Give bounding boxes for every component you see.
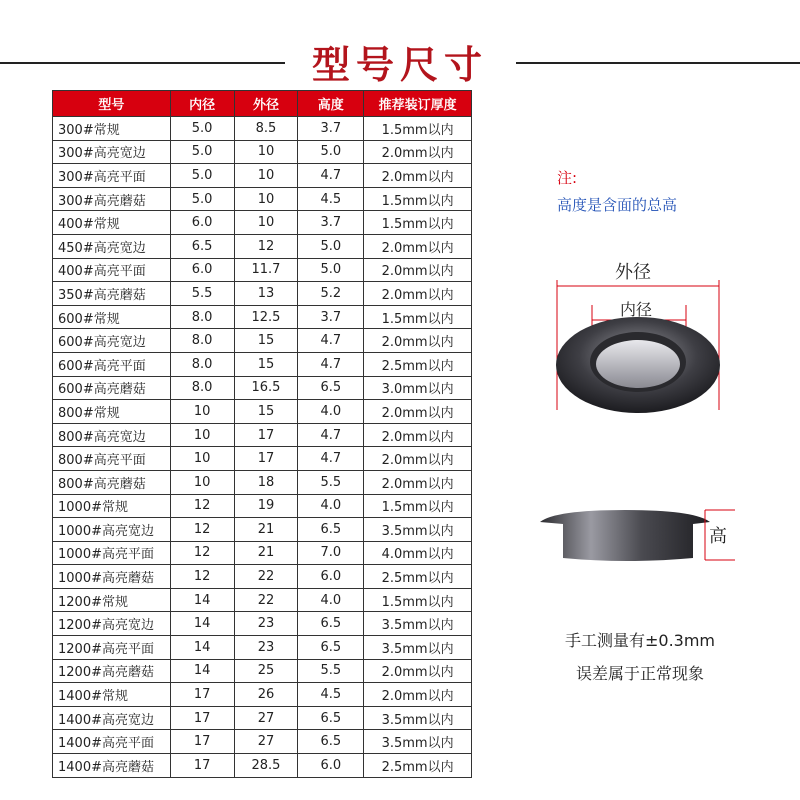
column-header: 外径 bbox=[234, 91, 298, 117]
table-cell: 600#高亮平面 bbox=[53, 352, 171, 376]
table-cell: 12 bbox=[170, 518, 234, 542]
table-cell: 13 bbox=[234, 282, 298, 306]
table-row bbox=[53, 164, 472, 188]
size-table bbox=[52, 90, 472, 778]
table-cell: 8.0 bbox=[170, 352, 234, 376]
table-cell: 1200#常规 bbox=[53, 588, 171, 612]
table-row bbox=[53, 659, 472, 683]
table-cell: 300#高亮平面 bbox=[53, 164, 171, 188]
table-cell: 7.0 bbox=[298, 541, 364, 565]
table-cell: 15 bbox=[234, 352, 298, 376]
table-cell: 1.5mm以内 bbox=[364, 187, 472, 211]
table-cell: 300#高亮宽边 bbox=[53, 140, 171, 164]
table-row bbox=[53, 352, 472, 376]
table-cell: 2.0mm以内 bbox=[364, 234, 472, 258]
table-cell: 4.7 bbox=[298, 329, 364, 353]
table-cell: 5.0 bbox=[298, 234, 364, 258]
table-row bbox=[53, 754, 472, 778]
page-title: 型号尺寸 bbox=[311, 43, 488, 87]
table-row bbox=[53, 588, 472, 612]
table-cell: 16.5 bbox=[234, 376, 298, 400]
table-row bbox=[53, 305, 472, 329]
table-cell: 1400#高亮蘑菇 bbox=[53, 754, 171, 778]
table-cell: 3.7 bbox=[298, 117, 364, 141]
table-cell: 5.0 bbox=[298, 258, 364, 282]
table-cell: 6.5 bbox=[298, 376, 364, 400]
table-cell: 800#常规 bbox=[53, 400, 171, 424]
table-cell: 350#高亮蘑菇 bbox=[53, 282, 171, 306]
table-cell: 19 bbox=[234, 494, 298, 518]
table-cell: 5.0 bbox=[170, 164, 234, 188]
table-cell: 1400#高亮宽边 bbox=[53, 706, 171, 730]
table-cell: 600#高亮宽边 bbox=[53, 329, 171, 353]
table-cell: 1000#高亮宽边 bbox=[53, 518, 171, 542]
table-cell: 1000#高亮蘑菇 bbox=[53, 565, 171, 589]
table-cell: 2.0mm以内 bbox=[364, 329, 472, 353]
table-cell: 6.5 bbox=[298, 706, 364, 730]
table-cell: 800#高亮平面 bbox=[53, 447, 171, 471]
table-row bbox=[53, 447, 472, 471]
table-cell: 17 bbox=[234, 447, 298, 471]
table-cell: 4.7 bbox=[298, 164, 364, 188]
table-cell: 800#高亮蘑菇 bbox=[53, 470, 171, 494]
table-cell: 5.5 bbox=[298, 659, 364, 683]
table-cell: 26 bbox=[234, 683, 298, 707]
table-cell: 6.0 bbox=[298, 565, 364, 589]
table-cell: 2.0mm以内 bbox=[364, 659, 472, 683]
table-cell: 400#高亮平面 bbox=[53, 258, 171, 282]
table-cell: 450#高亮宽边 bbox=[53, 234, 171, 258]
table-row bbox=[53, 423, 472, 447]
table-cell: 28.5 bbox=[234, 754, 298, 778]
table-cell: 1400#高亮平面 bbox=[53, 730, 171, 754]
table-cell: 6.5 bbox=[298, 730, 364, 754]
table-cell: 12.5 bbox=[234, 305, 298, 329]
table-cell: 2.0mm以内 bbox=[364, 140, 472, 164]
table-cell: 10 bbox=[234, 164, 298, 188]
table-row bbox=[53, 258, 472, 282]
table-row bbox=[53, 329, 472, 353]
table-cell: 25 bbox=[234, 659, 298, 683]
table-cell: 5.5 bbox=[298, 470, 364, 494]
table-cell: 8.0 bbox=[170, 329, 234, 353]
table-cell: 8.0 bbox=[170, 305, 234, 329]
table-cell: 6.5 bbox=[298, 612, 364, 636]
table-cell: 10 bbox=[234, 211, 298, 235]
table-cell: 2.0mm以内 bbox=[364, 164, 472, 188]
table-cell: 300#高亮蘑菇 bbox=[53, 187, 171, 211]
eyelet-side-diagram bbox=[535, 500, 735, 570]
table-cell: 17 bbox=[170, 754, 234, 778]
table-cell: 4.7 bbox=[298, 447, 364, 471]
table-cell: 23 bbox=[234, 636, 298, 660]
table-row bbox=[53, 494, 472, 518]
table-cell: 2.0mm以内 bbox=[364, 447, 472, 471]
height-label: 高 bbox=[709, 526, 727, 547]
table-cell: 600#高亮蘑菇 bbox=[53, 376, 171, 400]
table-row bbox=[53, 730, 472, 754]
table-cell: 12 bbox=[170, 541, 234, 565]
table-cell: 1.5mm以内 bbox=[364, 494, 472, 518]
table-cell: 21 bbox=[234, 541, 298, 565]
table-cell: 6.0 bbox=[170, 258, 234, 282]
table-cell: 6.5 bbox=[298, 636, 364, 660]
table-cell: 22 bbox=[234, 588, 298, 612]
table-row bbox=[53, 234, 472, 258]
table-cell: 10 bbox=[170, 400, 234, 424]
table-cell: 4.0 bbox=[298, 400, 364, 424]
table-cell: 3.0mm以内 bbox=[364, 376, 472, 400]
table-cell: 5.2 bbox=[298, 282, 364, 306]
table-cell: 1400#常规 bbox=[53, 683, 171, 707]
table-cell: 23 bbox=[234, 612, 298, 636]
table-cell: 2.0mm以内 bbox=[364, 470, 472, 494]
table-cell: 14 bbox=[170, 659, 234, 683]
table-cell: 4.7 bbox=[298, 352, 364, 376]
table-cell: 10 bbox=[234, 187, 298, 211]
table-cell: 14 bbox=[170, 636, 234, 660]
table-cell: 22 bbox=[234, 565, 298, 589]
measurement-note: 手工测量有±0.3mm bbox=[564, 631, 716, 650]
note-text: 高度是含面的总高 bbox=[557, 196, 678, 214]
note-label: 注: bbox=[557, 169, 578, 187]
table-cell: 2.5mm以内 bbox=[364, 754, 472, 778]
table-row bbox=[53, 706, 472, 730]
table-row bbox=[53, 140, 472, 164]
inner-diameter-label: 内径 bbox=[620, 300, 653, 319]
table-cell: 18 bbox=[234, 470, 298, 494]
table-row bbox=[53, 565, 472, 589]
table-cell: 6.5 bbox=[298, 518, 364, 542]
table-cell: 4.0mm以内 bbox=[364, 541, 472, 565]
table-cell: 14 bbox=[170, 588, 234, 612]
table-cell: 300#常规 bbox=[53, 117, 171, 141]
table-cell: 17 bbox=[170, 706, 234, 730]
table-cell: 4.5 bbox=[298, 683, 364, 707]
table-cell: 2.0mm以内 bbox=[364, 400, 472, 424]
table-row bbox=[53, 470, 472, 494]
column-header: 型号 bbox=[53, 91, 171, 117]
table-row bbox=[53, 400, 472, 424]
table-cell: 5.0 bbox=[298, 140, 364, 164]
table-row bbox=[53, 211, 472, 235]
table-cell: 11.7 bbox=[234, 258, 298, 282]
table-cell: 1200#高亮蘑菇 bbox=[53, 659, 171, 683]
table-cell: 10 bbox=[170, 447, 234, 471]
table-cell: 2.5mm以内 bbox=[364, 352, 472, 376]
table-row bbox=[53, 541, 472, 565]
table-cell: 10 bbox=[170, 470, 234, 494]
table-cell: 12 bbox=[170, 565, 234, 589]
table-cell: 400#常规 bbox=[53, 211, 171, 235]
table-row bbox=[53, 683, 472, 707]
table-cell: 27 bbox=[234, 706, 298, 730]
table-row bbox=[53, 518, 472, 542]
table-cell: 1200#高亮平面 bbox=[53, 636, 171, 660]
tolerance-note: 误差属于正常现象 bbox=[575, 664, 704, 683]
table-row bbox=[53, 612, 472, 636]
table-cell: 2.0mm以内 bbox=[364, 282, 472, 306]
table-cell: 4.0 bbox=[298, 494, 364, 518]
table-row bbox=[53, 117, 472, 141]
table-cell: 6.5 bbox=[170, 234, 234, 258]
table-header bbox=[53, 91, 472, 117]
table-cell: 3.5mm以内 bbox=[364, 636, 472, 660]
table-cell: 3.5mm以内 bbox=[364, 706, 472, 730]
table-row bbox=[53, 282, 472, 306]
table-cell: 17 bbox=[170, 730, 234, 754]
table-cell: 10 bbox=[234, 140, 298, 164]
column-header: 高度 bbox=[298, 91, 364, 117]
table-cell: 3.5mm以内 bbox=[364, 612, 472, 636]
table-cell: 8.0 bbox=[170, 376, 234, 400]
table-cell: 5.0 bbox=[170, 140, 234, 164]
column-header: 内径 bbox=[170, 91, 234, 117]
table-cell: 15 bbox=[234, 329, 298, 353]
table-row bbox=[53, 376, 472, 400]
table-cell: 800#高亮宽边 bbox=[53, 423, 171, 447]
table-cell: 1.5mm以内 bbox=[364, 117, 472, 141]
table-cell: 27 bbox=[234, 730, 298, 754]
outer-diameter-label: 外径 bbox=[612, 258, 654, 284]
table-cell: 2.5mm以内 bbox=[364, 565, 472, 589]
column-header: 推荐装订厚度 bbox=[364, 91, 472, 117]
table-cell: 3.7 bbox=[298, 305, 364, 329]
table-cell: 6.0 bbox=[298, 754, 364, 778]
table-cell: 600#常规 bbox=[53, 305, 171, 329]
table-cell: 14 bbox=[170, 612, 234, 636]
table-cell: 4.7 bbox=[298, 423, 364, 447]
table-cell: 3.5mm以内 bbox=[364, 518, 472, 542]
table-cell: 2.0mm以内 bbox=[364, 423, 472, 447]
table-cell: 3.7 bbox=[298, 211, 364, 235]
table-cell: 1200#高亮宽边 bbox=[53, 612, 171, 636]
table-cell: 5.5 bbox=[170, 282, 234, 306]
table-cell: 4.0 bbox=[298, 588, 364, 612]
table-cell: 6.0 bbox=[170, 211, 234, 235]
table-cell: 1.5mm以内 bbox=[364, 588, 472, 612]
table-cell: 5.0 bbox=[170, 187, 234, 211]
table-row bbox=[53, 636, 472, 660]
table-cell: 5.0 bbox=[170, 117, 234, 141]
table-cell: 1000#高亮平面 bbox=[53, 541, 171, 565]
table-cell: 4.5 bbox=[298, 187, 364, 211]
table-cell: 1.5mm以内 bbox=[364, 211, 472, 235]
table-cell: 2.0mm以内 bbox=[364, 683, 472, 707]
table-cell: 15 bbox=[234, 400, 298, 424]
table-cell: 17 bbox=[234, 423, 298, 447]
table-cell: 21 bbox=[234, 518, 298, 542]
table-cell: 3.5mm以内 bbox=[364, 730, 472, 754]
table-cell: 1000#常规 bbox=[53, 494, 171, 518]
table-cell: 12 bbox=[234, 234, 298, 258]
table-cell: 10 bbox=[170, 423, 234, 447]
table-cell: 1.5mm以内 bbox=[364, 305, 472, 329]
table-row bbox=[53, 187, 472, 211]
table-cell: 8.5 bbox=[234, 117, 298, 141]
table-cell: 12 bbox=[170, 494, 234, 518]
table-cell: 2.0mm以内 bbox=[364, 258, 472, 282]
table-cell: 17 bbox=[170, 683, 234, 707]
